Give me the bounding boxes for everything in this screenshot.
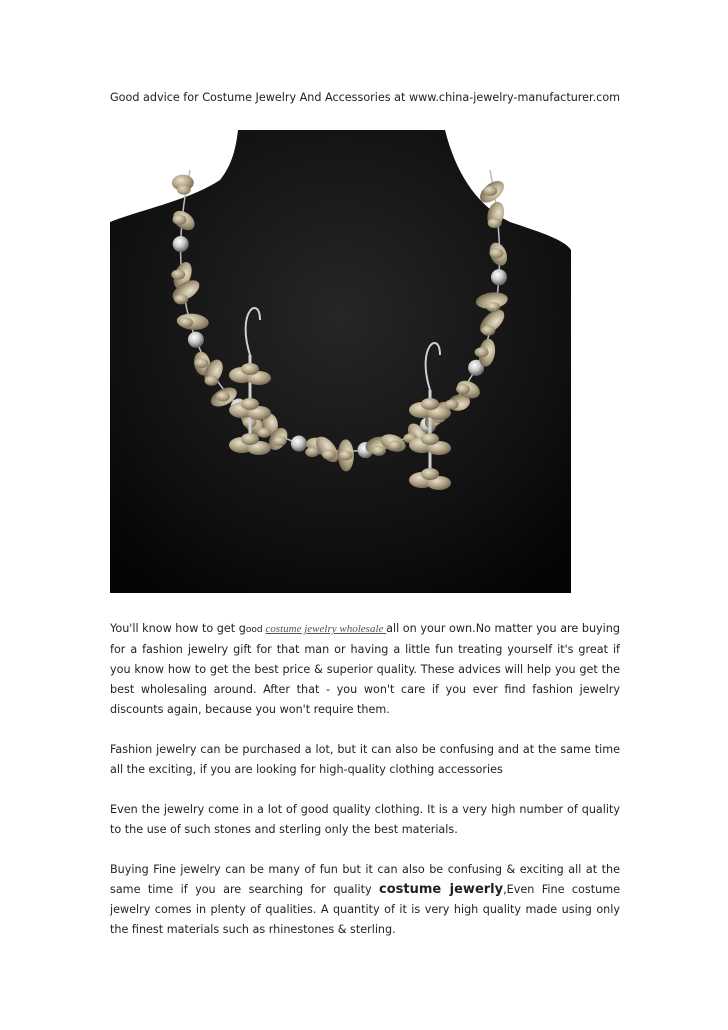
stone-chip xyxy=(475,347,489,357)
stone-chip xyxy=(481,326,495,336)
stone-chip xyxy=(257,428,271,438)
jewelry-photo-svg xyxy=(110,130,571,593)
earring-stone xyxy=(241,363,259,375)
stone-chip xyxy=(194,358,208,368)
stone-chip xyxy=(216,392,230,402)
silver-rose-bead xyxy=(188,332,204,348)
paragraph-2: Fashion jewelry can be purchased a lot, but it can also be confusing and at the same time all the exciting, if you are looking for high-quality clothing accessories xyxy=(110,743,620,776)
paragraph-4: Buying Fine jewelry can be many of fun but it can also be confusing & exciting all at the same time if you are searching for quality costume jewerly,Even Fine costume jewelry comes in plenty of qualities. A quantity of it is very high quality made using only the finest materials such as rhinestones & sterling. xyxy=(110,863,620,936)
costume-jewelry-wholesale-link[interactable]: costume jewelry wholesale xyxy=(265,623,387,635)
header-line: Good advice for Costume Jewelry And Accessories at www.china-jewelry-manufacturer.com xyxy=(110,91,621,104)
silver-rose-bead xyxy=(491,269,507,285)
jewelry-photo xyxy=(110,130,571,593)
stone-chip xyxy=(339,450,353,460)
stone-chip xyxy=(490,248,504,258)
stone-chip xyxy=(486,302,500,312)
stone-chip xyxy=(322,450,336,460)
stone-chip xyxy=(273,436,287,446)
stone-chip xyxy=(177,185,191,195)
earring-stone xyxy=(421,398,439,410)
silver-rose-bead xyxy=(173,236,189,252)
stone-chip xyxy=(174,294,188,304)
paragraph-3: Even the jewelry come in a lot of good quality clothing. It is a very high number of quality to the use of such stones and sterling only the best materials. xyxy=(110,803,620,836)
earring-stone xyxy=(421,468,439,480)
silver-rose-bead xyxy=(291,436,307,452)
stone-chip xyxy=(305,447,319,457)
stone-chip xyxy=(456,384,470,394)
stone-chip xyxy=(372,446,386,456)
stone-chip xyxy=(483,186,497,196)
earring-stone xyxy=(241,398,259,410)
costume-jewerly-keyword: costume jewerly xyxy=(379,882,504,897)
stone-chip xyxy=(172,215,186,225)
stone-chip xyxy=(179,317,193,327)
earring-stone xyxy=(241,433,259,445)
stone-chip xyxy=(205,376,219,386)
stone-chip xyxy=(171,270,185,280)
article-body xyxy=(110,619,620,960)
earring-stone xyxy=(421,433,439,445)
stone-chip xyxy=(488,218,502,228)
paragraph-1: You'll know how to get good costume jewelry wholesale all on your own.No matter you are buying for a fashion jewelry gift for that man or having a little fun treating yourself it's great if you know how to get the best price & superior quality. These advices will help you get the best wholesaling around. After that - you won't care if you ever find fashion jewelry discounts again, because you won't require them. xyxy=(110,622,620,716)
stone-chip xyxy=(388,441,402,451)
